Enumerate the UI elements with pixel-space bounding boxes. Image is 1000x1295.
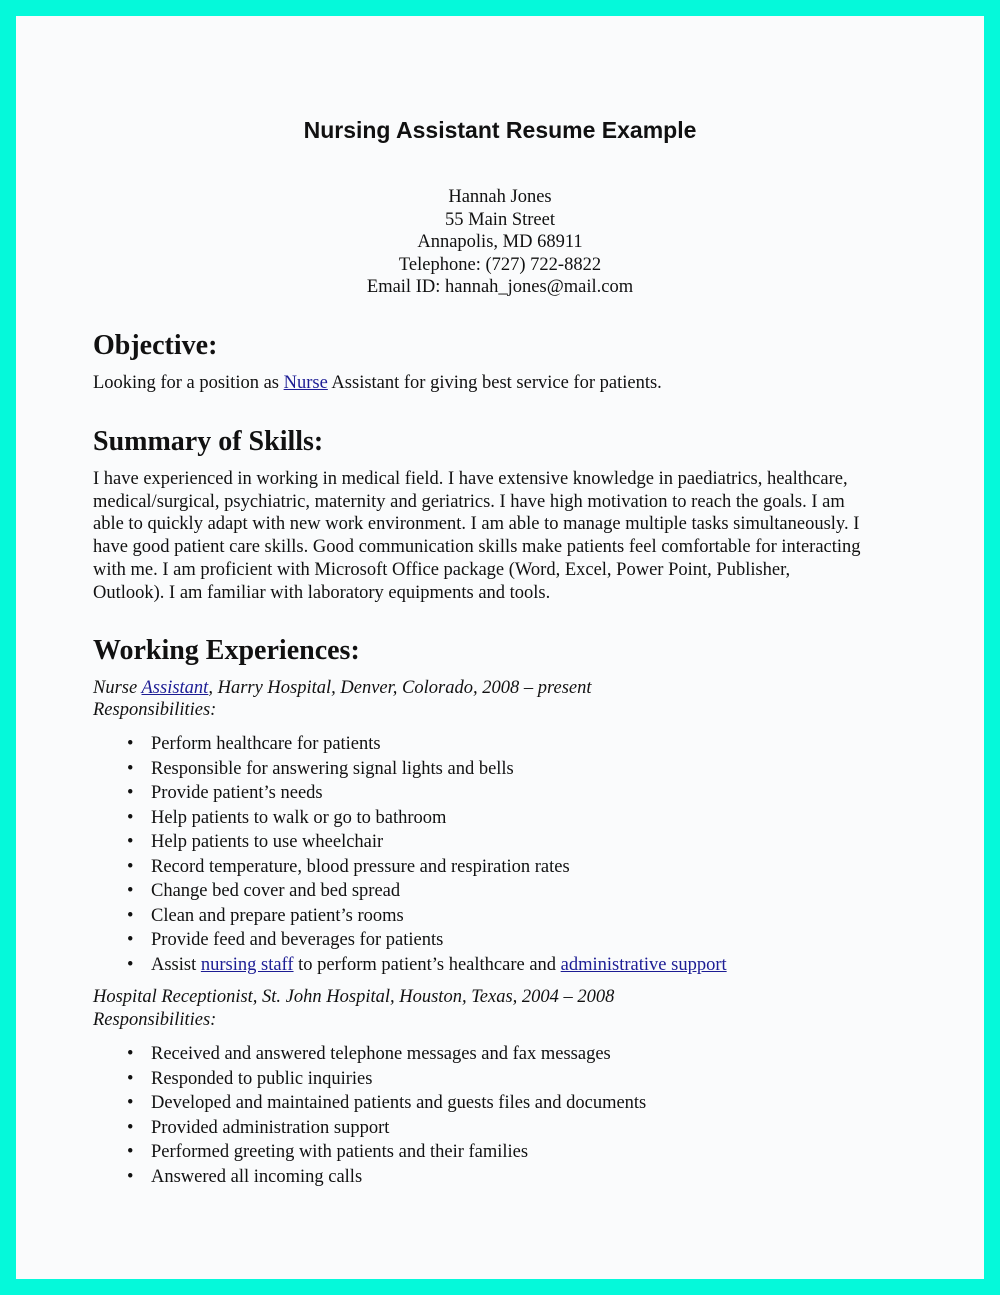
list-item bbox=[93, 904, 727, 929]
summary-line: Outlook). I am familiar with laboratory equipments and tools. bbox=[93, 582, 551, 603]
objective-heading: Objective: bbox=[93, 330, 218, 361]
objective-pre: Looking for a position as bbox=[93, 373, 284, 393]
contact-city: Annapolis, MD 68911 bbox=[417, 232, 583, 253]
bullet-icon: • bbox=[127, 1117, 134, 1138]
summary-line: with me. I am proficient with Microsoft Office package (Word, Excel, Power Point, Publisher, bbox=[93, 559, 791, 580]
list-item-text: Provide patient’s needs bbox=[151, 783, 323, 803]
bullet-icon: • bbox=[127, 783, 134, 803]
list-item bbox=[93, 1140, 646, 1165]
list-item bbox=[93, 1042, 646, 1067]
bullet-icon: • bbox=[127, 1142, 134, 1162]
job1-post: , Harry Hospital, Denver, Colorado, 2008 – present bbox=[208, 678, 592, 698]
administrative-support-link[interactable]: administrative support bbox=[560, 954, 727, 975]
bullet-icon: • bbox=[127, 856, 134, 877]
list-item bbox=[93, 1116, 646, 1141]
list-item-text: Received and answered telephone messages and fax messages bbox=[151, 1044, 611, 1064]
bullet-icon: • bbox=[127, 905, 134, 926]
bullet-icon: • bbox=[127, 832, 134, 852]
list-item bbox=[93, 1165, 646, 1190]
list-item bbox=[93, 855, 727, 880]
list-item bbox=[93, 830, 727, 855]
contact-name: Hannah Jones bbox=[448, 187, 552, 207]
job2-title: Hospital Receptionist, St. John Hospital, Houston, Texas, 2004 – 2008 bbox=[93, 987, 615, 1007]
objective-text bbox=[93, 372, 662, 395]
bullet-icon: • bbox=[127, 881, 134, 901]
summary-text bbox=[93, 468, 861, 604]
list-item bbox=[93, 781, 727, 806]
contact-phone: Telephone: (727) 722-8822 bbox=[398, 254, 602, 275]
list-item-text: Answered all incoming calls bbox=[151, 1166, 363, 1187]
list-item-pre: Assist bbox=[151, 954, 201, 975]
objective-post: Assistant for giving best service for patients. bbox=[327, 373, 662, 393]
job1-responsibilities-label: Responsibilities: bbox=[93, 700, 217, 720]
list-item bbox=[93, 953, 727, 978]
summary-line: able to quickly adapt with new work environment. I am able to manage multiple tasks simultaneously. I bbox=[93, 514, 860, 535]
list-item-text: Clean and prepare patient’s rooms bbox=[151, 905, 404, 926]
list-item-mid: to perform patient’s healthcare and bbox=[293, 954, 561, 975]
document-title: Nursing Assistant Resume Example bbox=[303, 117, 697, 143]
experience-heading: Working Experiences: bbox=[93, 635, 360, 666]
list-item-text: Responsible for answering signal lights and bells bbox=[151, 758, 514, 779]
contact-street: 55 Main Street bbox=[445, 209, 555, 230]
job2-responsibilities-label: Responsibilities: bbox=[93, 1010, 217, 1030]
list-item bbox=[93, 1067, 646, 1092]
contact-block bbox=[0, 186, 1000, 299]
list-item-text: Record temperature, blood pressure and respiration rates bbox=[151, 856, 570, 877]
list-item bbox=[93, 806, 727, 831]
list-item-text: Help patients to use wheelchair bbox=[151, 832, 384, 852]
bullet-icon: • bbox=[127, 954, 134, 975]
bullet-icon: • bbox=[127, 1093, 134, 1113]
job1-list bbox=[93, 732, 727, 977]
bullet-icon: • bbox=[127, 930, 134, 950]
assistant-link[interactable]: Assistant bbox=[141, 678, 209, 698]
list-item bbox=[93, 757, 727, 782]
list-item-text: Responded to public inquiries bbox=[151, 1068, 373, 1089]
bullet-icon: • bbox=[127, 1166, 134, 1187]
bullet-icon: • bbox=[127, 758, 134, 779]
summary-line: medical/surgical, psychiatric, maternity and geriatrics. I have high motivation to reach the goals. I am bbox=[93, 491, 845, 512]
nursing-staff-link[interactable]: nursing staff bbox=[200, 954, 294, 975]
summary-heading: Summary of Skills: bbox=[93, 426, 324, 457]
list-item-text: Performed greeting with patients and their families bbox=[151, 1142, 529, 1162]
list-item bbox=[93, 732, 727, 757]
bullet-icon: • bbox=[127, 734, 134, 754]
job2-list bbox=[93, 1042, 646, 1189]
summary-line: have good patient care skills. Good communication skills make patients feel comfortable for interacting bbox=[93, 537, 861, 558]
bullet-icon: • bbox=[127, 1044, 134, 1064]
list-item bbox=[93, 1091, 646, 1116]
list-item-text: Help patients to walk or go to bathroom bbox=[151, 807, 447, 828]
summary-line: I have experienced in working in medical field. I have extensive knowledge in paediatrics, healthcare, bbox=[93, 469, 848, 489]
list-item-text: Developed and maintained patients and guests files and documents bbox=[151, 1093, 647, 1113]
contact-email: Email ID: hannah_jones@mail.com bbox=[366, 277, 634, 298]
list-item bbox=[93, 928, 727, 953]
list-item bbox=[93, 879, 727, 904]
list-item-text: Change bed cover and bed spread bbox=[151, 881, 401, 901]
list-item-text: Perform healthcare for patients bbox=[151, 734, 381, 754]
bullet-icon: • bbox=[127, 807, 134, 828]
nurse-link[interactable]: Nurse bbox=[283, 373, 328, 393]
list-item-text: Provided administration support bbox=[151, 1117, 390, 1138]
job1-title bbox=[93, 677, 592, 700]
list-item-text: Provide feed and beverages for patients bbox=[151, 930, 444, 950]
job1-pre: Nurse bbox=[93, 678, 142, 698]
bullet-icon: • bbox=[127, 1068, 134, 1089]
